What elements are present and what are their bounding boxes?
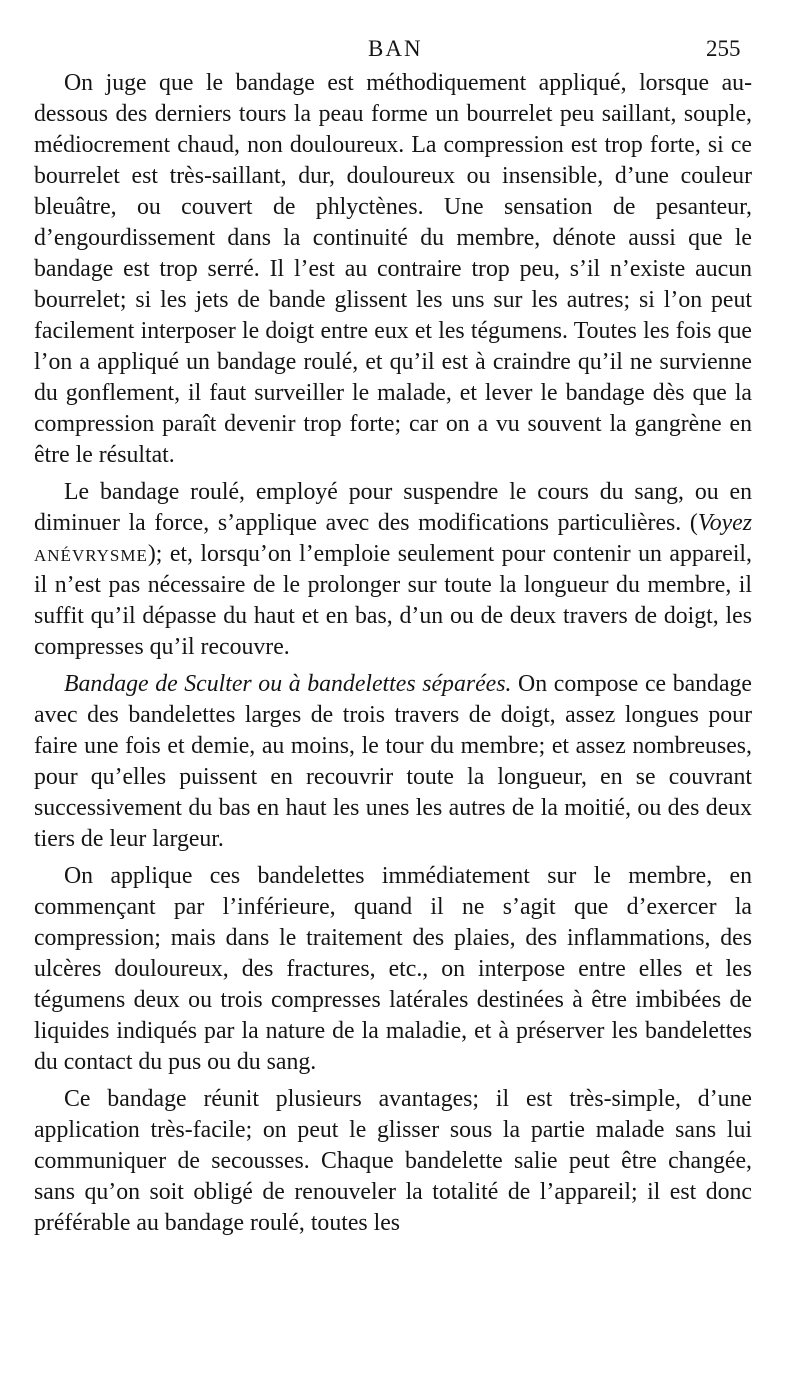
paragraph-advantages — [34, 1084, 752, 1239]
running-title: BAN — [368, 36, 423, 61]
paragraph-text: On applique ces bandelettes immédiatement sur le membre, en commençant par l’inférieure, quand il ne s’agit que d’exercer la compression; mais dans le traitement des plaies, des inflammations, des ulcères douloureux, des fractures, etc., on interpose entre elles et les tégumens deux ou trois compresses latérales destinées à être imbibées de liquides indiqués par la nature de la maladie, et à préserver les bandelettes du contact du pus ou du sang. — [34, 863, 752, 1075]
entry-heading: Bandage de Sculter ou à bandelettes séparées. — [64, 671, 512, 697]
paragraph-text: On compose ce bandage avec des bandelettes larges de trois travers de doigt, assez longues pour faire une fois et demie, au moins, le tour du membre; et assez nombreuses, pour qu’elles puissent en recouvrir toute la longueur, en se couvrant successivement du bas en haut les unes les autres de la moitié, ou des deux tiers de leur largeur. — [34, 671, 752, 852]
paragraph-text: Ce bandage réunit plusieurs avantages; il est très-simple, d’une application très-facile; on peut le glisser sous la partie malade sans lui communiquer de secousses. Chaque bandelette salie peut être changée, sans qu’on soit obligé de renouveler la totalité de l’appareil; il est donc préférable au bandage roulé, toutes les — [34, 1086, 752, 1236]
text-body — [34, 68, 752, 1239]
cross-reference-see: Voyez — [697, 510, 752, 536]
paragraph-sculter-bandage — [34, 669, 752, 855]
paragraph-application-method — [34, 861, 752, 1078]
paragraph-rolled-bandage — [34, 477, 752, 663]
running-head — [0, 36, 800, 72]
paragraph-application-check — [34, 68, 752, 471]
paragraph-text: Le bandage roulé, employé pour suspendre le cours du sang, ou en diminuer la force, s’applique avec des modifications particulières. ( — [34, 479, 752, 536]
paragraph-text: On juge que le bandage est méthodiquement appliqué, lorsque au-dessous des derniers tours la peau forme un bourrelet peu saillant, souple, médiocrement chaud, non douloureux. La compression est trop forte, si ce bourrelet est très-saillant, dur, douloureux ou insensible, d’une couleur bleuâtre, ou couvert de phlyctènes. Une sensation de pesanteur, d’engourdissement dans la continuité du membre, dénote aussi que le bandage est trop serré. Il l’est au contraire trop peu, s’il n’existe aucun bourrelet; si les jets de bande glissent les uns sur les autres; si l’on peut facilement interposer le doigt entre eux et les tégumens. Toutes les fois que l’on a appliqué un bandage roulé, et qu’il est à craindre qu’il ne survienne du gonflement, il faut surveiller le malade, et lever le bandage dès que la compression paraît devenir trop forte; car on a vu souvent la gangrène en être le résultat. — [34, 70, 752, 468]
paragraph-text: ); et, lorsqu’on l’emploie seulement pour contenir un appareil, il n’est pas nécessaire de le prolonger sur toute la longueur du membre, il suffit qu’il dépasse du haut et en bas, d’un ou de deux travers de doigt, les compresses qu’il recouvre. — [34, 541, 752, 660]
page-number: 255 — [706, 36, 741, 61]
cross-reference-term: anévrysme — [34, 541, 148, 567]
